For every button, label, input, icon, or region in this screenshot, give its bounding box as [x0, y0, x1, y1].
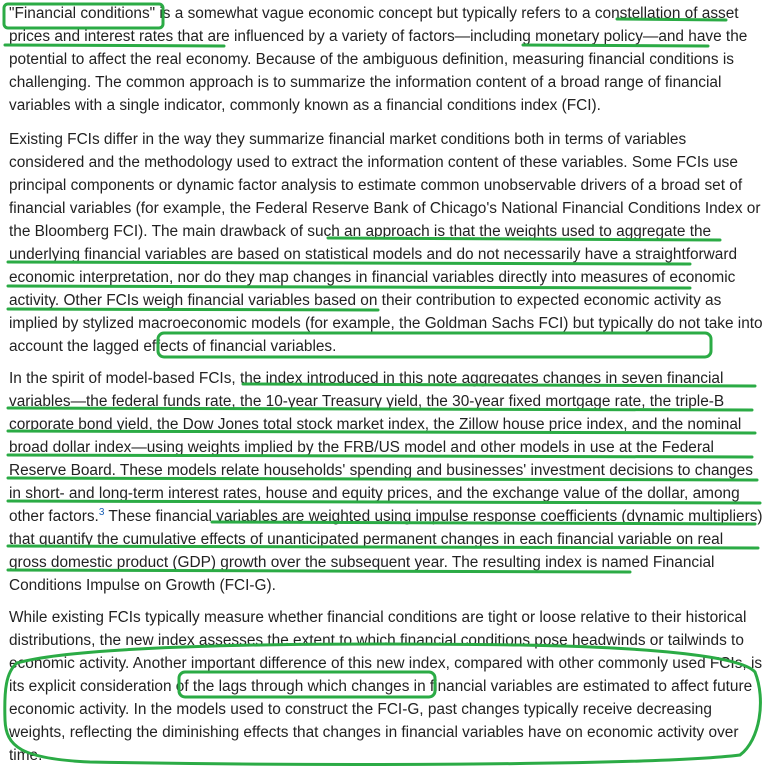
- highlight-constellation: constellation of asset prices and interest rates: [9, 5, 739, 45]
- highlight-weighting: These financial variables are weighted using impulse response coefficients (dynamic multipliers) that quantify the cumulative effects of unanticipated permanent changes in each financial variable on real gross domestic product (GDP) growth over the subsequent year.: [9, 508, 763, 571]
- paragraph-existing-fcis: [0, 128, 765, 358]
- text-run: through which changes in financial variables are estimated to affect future economic activity. In the models used to construct the FCI-G, past changes typically receive decreasing weights, reflecting the diminishing effects that changes in financial variables have on economic activity over time.: [9, 678, 753, 764]
- highlight-explicit-lags: its explicit consideration of the lags: [9, 678, 247, 695]
- paragraph-difference: [0, 606, 765, 767]
- text-run: that are influenced by a variety of factors—: [173, 28, 471, 45]
- highlight-main-drawback: main drawback of such an approach is that the weights used to aggregate the underlying financial variables are based on statistical models and do not necessarily have a straightforward economic interpretation, nor do they map changes in financial variables directly into measures of economic activity.: [9, 223, 738, 309]
- text-run: In the spirit of model-based FCIs,: [9, 370, 240, 387]
- term-financial-conditions: "Financial conditions": [9, 5, 156, 22]
- highlight-index-description: the index introduced in this note aggregates changes in seven financial variables—the federal funds rate, the 10-year Treasury yield, the 30-year fixed mortgage rate, the triple-B corporate bond yield, the Dow Jones total stock market index, the Zillow house price index, and the nominal broad dollar index—using weights implied by the FRB/US model and other models in use at the Federal Reserve Board. These models relate households' spending and businesses' investment decisions to changes in short- and long-term interest rates, house and equity prices, and the exchange value of the dollar, among other factors.: [9, 370, 753, 525]
- footnote-link[interactable]: 3: [98, 506, 105, 518]
- paragraph-intro: [0, 2, 765, 117]
- text-run: The resulting index is named Financial Conditions Impulse on Growth (FCI-G).: [9, 554, 715, 594]
- text-run: While existing FCIs typically measure whether financial conditions are tight or loose relative to their historical distributions, the new index assesses the extent to which financial conditions pose headwinds or tailwinds to economic activity. Another important difference of this new index, compared with other commonly used FCIs, is: [9, 609, 763, 672]
- text-run: Existing FCIs differ in the way they summarize financial market conditions both in terms of variables considered and the methodology used to extract the information content of these variables. Some FCIs use principal components or dynamic factor analysis to estimate common unobservable drivers of a broad set of financial variables (for example, the Federal Reserve Bank of Chicago's National Financial Conditions Index or the Bloomberg FCI). The: [9, 131, 761, 240]
- highlight-lagged-effects: but typically do not take into account the lagged effects of financial variables.: [9, 315, 763, 355]
- text-run: —and have the potential to affect the real economy. Because of the ambiguous definition, measuring financial conditions is challenging. The common approach is to summarize the information content of a broad range of financial variables with a single indicator, commonly known as a financial conditions index (FCI).: [9, 28, 748, 114]
- highlight-monetary-policy: including monetary policy: [470, 28, 643, 45]
- text-run: is a somewhat vague economic concept but typically refers to a: [155, 5, 595, 22]
- text-run: Other FCIs weigh financial variables based on their contribution to expected economic activity as implied by stylized macroeconomic models (for example, the Goldman Sachs FCI): [9, 292, 722, 332]
- paragraph-new-index: [0, 367, 765, 597]
